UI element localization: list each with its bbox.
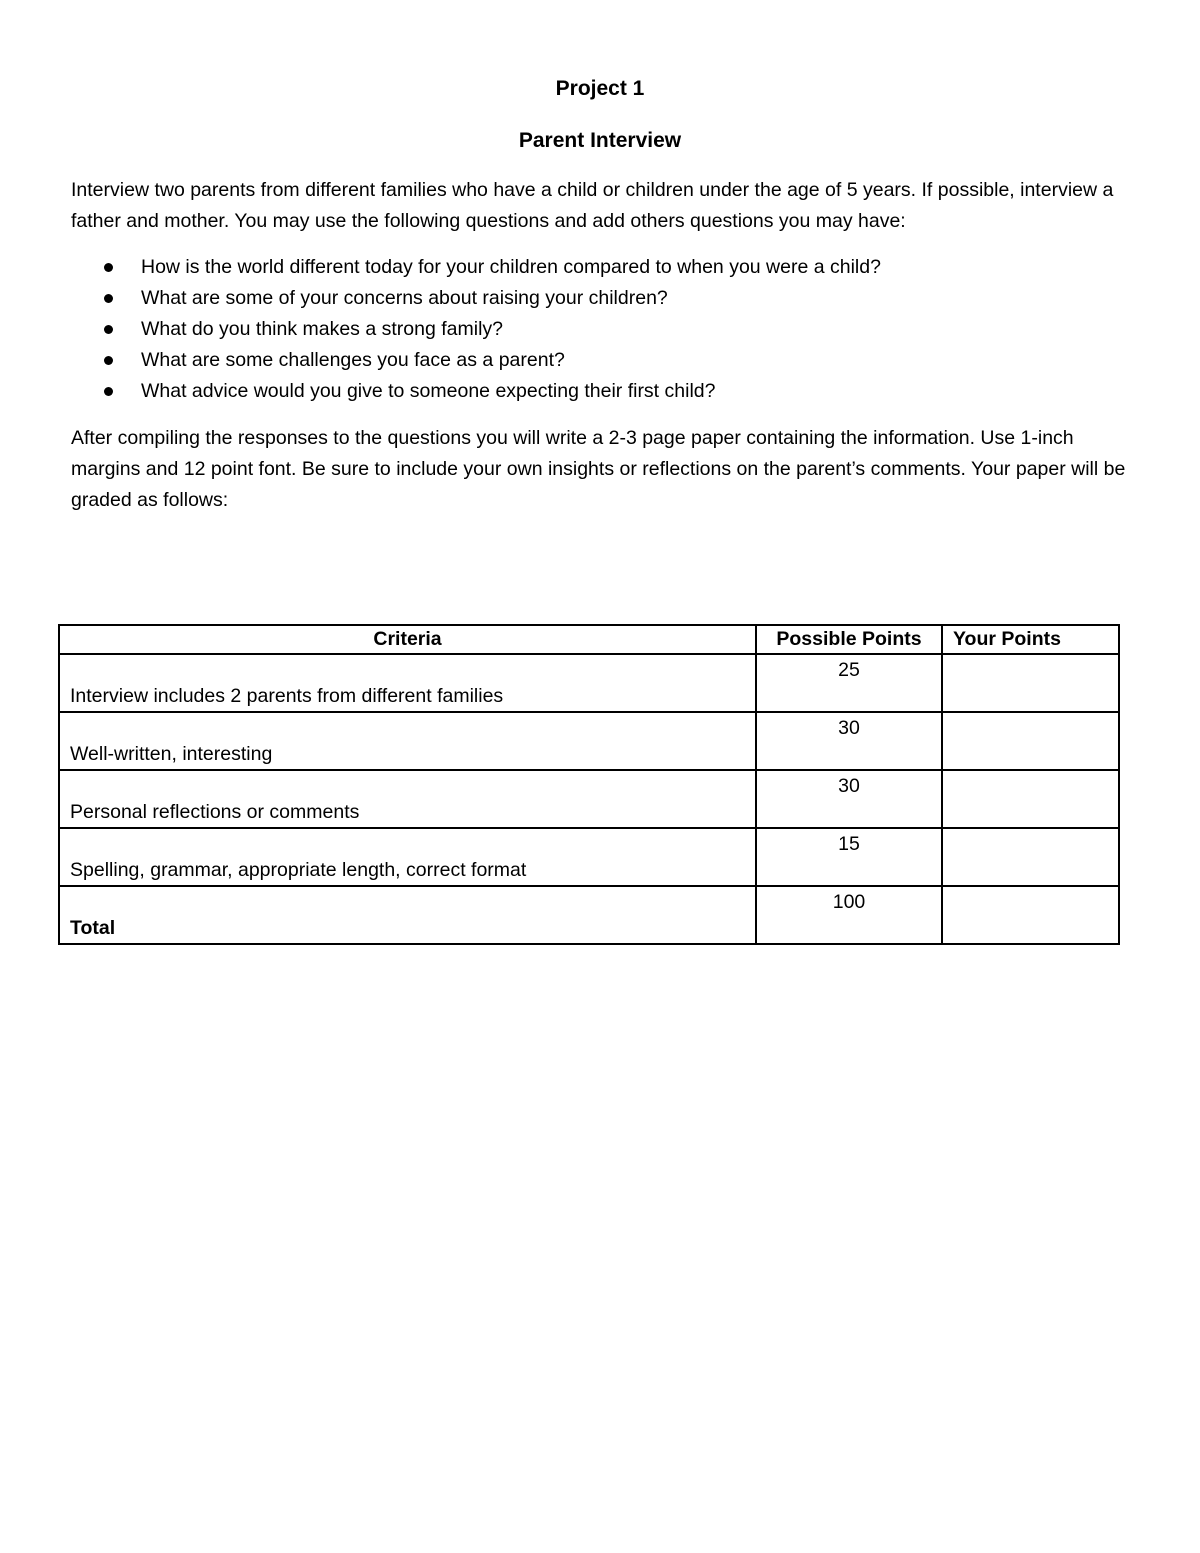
your-points-cell — [942, 712, 1119, 770]
question-list — [71, 252, 881, 407]
table-row — [59, 712, 1119, 770]
criteria-cell — [59, 886, 756, 944]
question-text: What are some challenges you face as a parent? — [141, 349, 565, 371]
instructions-paragraph: After compiling the responses to the questions you will write a 2-3 page paper containing the information. Use 1-inch margins and 12 point font. Be sure to include your own insights or reflections on the parent’s comments. Your paper will be graded as follows: — [71, 427, 1126, 511]
criteria-header: Criteria — [59, 625, 756, 654]
possible-points-value: 30 — [838, 717, 860, 739]
question-text: What are some of your concerns about raising your children? — [141, 287, 668, 309]
list-item — [71, 252, 881, 283]
bullet-icon — [104, 356, 113, 365]
criteria-text: Spelling, grammar, appropriate length, correct format — [70, 859, 527, 881]
list-item — [71, 345, 881, 376]
page-title: Project 1 — [555, 77, 645, 100]
your-points-cell — [942, 886, 1119, 944]
possible-points-value: 30 — [838, 775, 860, 797]
intro-paragraph: Interview two parents from different families who have a child or children under the age of 5 years. If possible, interview a father and mother. You may use the following questions and add others questions you may have: — [71, 179, 1114, 232]
page-subtitle: Parent Interview — [518, 129, 682, 152]
your-points-cell — [942, 654, 1119, 712]
criteria-cell — [59, 770, 756, 828]
possible-points-value: 25 — [838, 659, 860, 681]
list-item — [71, 283, 881, 314]
table-row — [59, 654, 1119, 712]
list-item — [71, 376, 881, 407]
possible-points-cell — [756, 654, 942, 712]
possible-points-value: 15 — [838, 833, 860, 855]
possible-points-cell — [756, 712, 942, 770]
criteria-cell — [59, 712, 756, 770]
your-points-header: Your Points — [942, 625, 1119, 654]
criteria-cell — [59, 654, 756, 712]
criteria-text: Well-written, interesting — [70, 743, 273, 765]
possible-points-cell — [756, 828, 942, 886]
your-points-cell — [942, 828, 1119, 886]
question-text: How is the world different today for your children compared to when you were a child? — [141, 256, 881, 278]
grading-rubric-table — [58, 624, 1120, 945]
your-points-cell — [942, 770, 1119, 828]
bullet-icon — [104, 294, 113, 303]
criteria-text: Interview includes 2 parents from different families — [70, 685, 504, 707]
table-row-total — [59, 886, 1119, 944]
bullet-icon — [104, 387, 113, 396]
bullet-icon — [104, 263, 113, 272]
table-row — [59, 770, 1119, 828]
possible-points-header: Possible Points — [756, 625, 942, 654]
total-possible-points: 100 — [832, 891, 866, 913]
question-text: What advice would you give to someone expecting their first child? — [141, 380, 716, 402]
criteria-text: Personal reflections or comments — [70, 801, 360, 823]
total-label: Total — [70, 917, 116, 939]
question-text: What do you think makes a strong family? — [141, 318, 503, 340]
bullet-icon — [104, 325, 113, 334]
possible-points-cell — [756, 770, 942, 828]
table-row — [59, 828, 1119, 886]
table-header-row — [59, 625, 1119, 654]
list-item — [71, 314, 881, 345]
possible-points-cell — [756, 886, 942, 944]
criteria-cell — [59, 828, 756, 886]
